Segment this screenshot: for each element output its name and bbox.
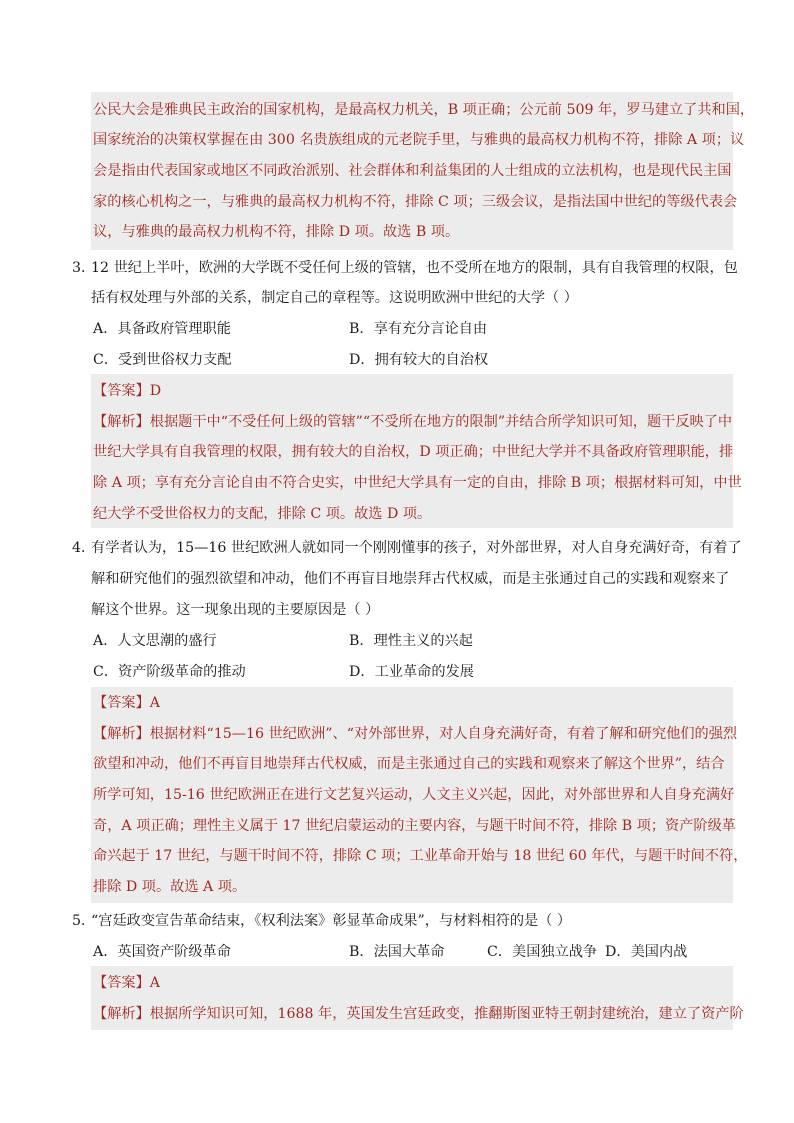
prev-explanation-line: 会是指由代表国家或地区不同政治派别、社会群体和利益集团的人士组成的立法机构，也是现代民主国 bbox=[93, 163, 732, 179]
analysis-line: 欲望和冲动，他们不再盲目地崇拜古代权威，而是主张通过自己的实践和观察来了解这个世界”，结合 bbox=[93, 756, 725, 772]
option-b[interactable]: B．享有充分言论自由 bbox=[349, 321, 488, 337]
option-c[interactable]: C．美国独立战争 bbox=[487, 944, 598, 960]
answer-row bbox=[93, 381, 161, 401]
option-d[interactable]: D．工业革命的发展 bbox=[349, 664, 474, 680]
prev-explanation-line: 公民大会是雅典民主政治的国家机构，是最高权力机关，B 项正确；公元前 509 年，罗马建立了共和国， bbox=[93, 102, 755, 118]
option-a[interactable]: A．具备政府管理职能 bbox=[93, 321, 231, 337]
prev-explanation-line: 议，与雅典的最高权力机构不符，排除 D 项。故选 B 项。 bbox=[93, 224, 460, 240]
question-stem-line: 解这个世界。这一现象出现的主要原因是（ ） bbox=[91, 602, 380, 618]
question-stem-line: 括有权处理与外部的关系，制定自己的章程等。这说明欧洲中世纪的大学（ ） bbox=[91, 290, 578, 306]
analysis-line: 除 A 项；享有充分言论自由不符合史实，中世纪大学具有一定的自由，排除 B 项；根据材料可知，中世 bbox=[93, 475, 742, 491]
answer-row bbox=[93, 973, 160, 993]
option-c[interactable]: C．受到世俗权力支配 bbox=[93, 352, 232, 368]
question-stem-line: 有学者认为，15—16 世纪欧洲人就如同一个刚刚懂事的孩子，对外部世界，对人自身充满好奇，有着了 bbox=[91, 540, 742, 556]
answer-value: A bbox=[149, 975, 161, 991]
answer-label: 【答案】 bbox=[93, 975, 150, 991]
analysis-line: 命兴起于 17 世纪，与题干时间不符，排除 C 项；工业革命开始与 18 世纪 60 年代，与题干时间不符， bbox=[93, 848, 748, 864]
analysis-line: 排除 D 项。故选 A 项。 bbox=[93, 879, 247, 895]
analysis-line: 【解析】根据题干中“不受任何上级的管辖”“不受所在地方的限制”并结合所学知识可知，题干反映了中 bbox=[93, 414, 733, 430]
analysis-line: 【解析】根据所学知识可知，1688 年，英国发生宫廷政变，推翻斯图亚特王朝封建统治，建立了资产阶 bbox=[93, 1006, 744, 1022]
question-stem-line: “宫廷政变宣告革命结束，《权利法案》彰显革命成果”，与材料相符的是（ ） bbox=[91, 913, 572, 929]
option-a[interactable]: A．人文思潮的盛行 bbox=[93, 633, 217, 649]
option-b[interactable]: B．法国大革命 bbox=[349, 944, 445, 960]
option-d[interactable]: D．美国内战 bbox=[605, 944, 688, 960]
prev-explanation-line: 国家统治的决策权掌握在由 300 名贵族组成的元老院手里，与雅典的最高权力机构不符，排除 A 项；议 bbox=[93, 132, 745, 148]
prev-explanation-line: 家的核心机构之一，与雅典的最高权力机构不符，排除 C 项；三级会议，是指法国中世纪的等级代表会 bbox=[93, 194, 738, 210]
question-number: 4． bbox=[72, 540, 96, 556]
question-stem-line: 12 世纪上半叶，欧洲的大学既不受任何上级的管辖，也不受所在地方的限制，具有自我管理的权限，包 bbox=[91, 260, 738, 276]
question-number: 3． bbox=[72, 260, 96, 276]
analysis-line: 世纪大学具有自我管理的权限，拥有较大的自治权，D 项正确；中世纪大学并不具备政府管理职能，排 bbox=[93, 444, 734, 460]
answer-value: A bbox=[149, 695, 161, 711]
analysis-line: 纪大学不受世俗权力的支配，排除 C 项。故选 D 项。 bbox=[93, 506, 432, 522]
analysis-line: 所学可知，15-16 世纪欧洲正在进行文艺复兴运动，人文主义兴起，因此，对外部世界和人自身充满好 bbox=[93, 787, 735, 803]
option-b[interactable]: B．理性主义的兴起 bbox=[349, 633, 473, 649]
question-stem-line: 解和研究他们的强烈欲望和冲动，他们不再盲目地崇拜古代权威，而是主张通过自己的实践和观察来了 bbox=[91, 571, 730, 587]
analysis-line: 奇，A 项正确；理性主义属于 17 世纪启蒙运动的主要内容，与题干时间不符，排除 B 项；资产阶级革 bbox=[93, 818, 736, 834]
answer-label: 【答案】 bbox=[93, 695, 150, 711]
option-a[interactable]: A．英国资产阶级革命 bbox=[93, 944, 231, 960]
answer-label: 【答案】 bbox=[93, 383, 150, 399]
question-number: 5． bbox=[72, 913, 96, 929]
answer-value: D bbox=[149, 383, 162, 399]
analysis-line: 【解析】根据材料“15—16 世纪欧洲”、“对外部世界，对人自身充满好奇，有着了解和研究他们的强烈 bbox=[93, 726, 738, 742]
answer-row bbox=[93, 693, 160, 713]
option-c[interactable]: C．资产阶级革命的推动 bbox=[93, 664, 246, 680]
option-d[interactable]: D．拥有较大的自治权 bbox=[349, 352, 489, 368]
